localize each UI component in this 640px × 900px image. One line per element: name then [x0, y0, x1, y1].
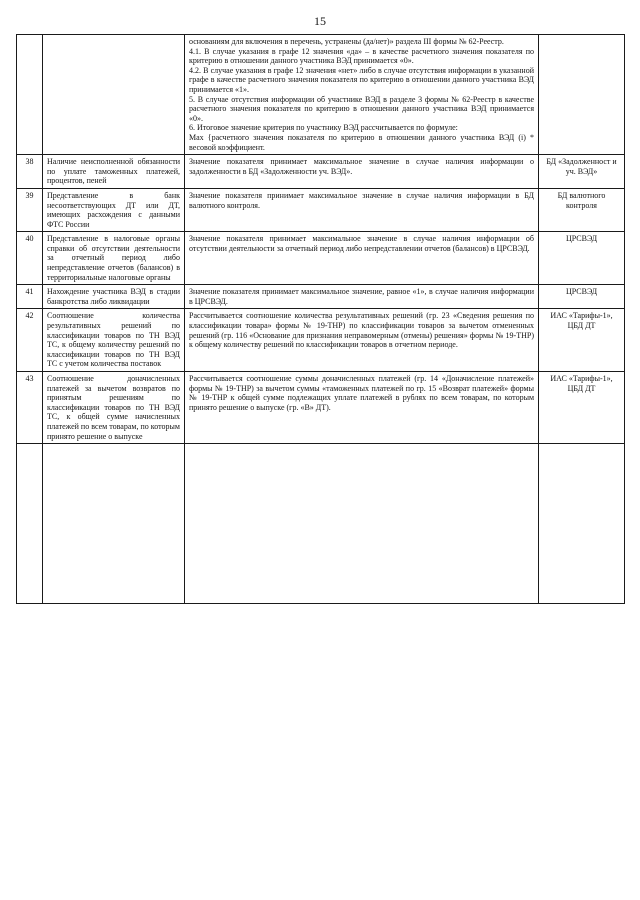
row-number: 43 — [17, 372, 43, 444]
row-number: 40 — [17, 232, 43, 285]
table-row — [17, 155, 625, 189]
table-row — [17, 35, 625, 155]
empty-cell — [43, 444, 185, 604]
indicator-cell — [43, 35, 185, 155]
table-row — [17, 309, 625, 372]
source-cell — [539, 35, 625, 155]
table-row — [17, 372, 625, 444]
criteria-table — [16, 34, 625, 604]
method-cell — [185, 188, 539, 231]
row-number — [17, 35, 43, 155]
source-cell: ЦРСВЭД — [539, 232, 625, 285]
source-cell: ИАС «Тарифы-1», ЦБД ДТ — [539, 309, 625, 372]
source-cell: БД «Задолженност и уч. ВЭД» — [539, 155, 625, 189]
method-cell — [185, 372, 539, 444]
method-cell — [185, 232, 539, 285]
row-number: 41 — [17, 285, 43, 309]
indicator-cell: Соотношение доначисленных платежей за вычетом возвратов по принятым решениям по классификации товаров по ТН ВЭД ТС, к общей сумме начисленных платежей по всем товарам, по которым принято решение о выпуске — [43, 372, 185, 444]
method-cell — [185, 285, 539, 309]
method-line: Значение показателя принимает максимальное значение в случае наличия информации о задолженности в БД «Задолженности уч. ВЭД». — [189, 157, 534, 176]
indicator-cell: Представление в налоговые органы справки об отсутствии деятельности за отчетный период либо непредставление отчетов (балансов) в территориальные налоговые органы — [43, 232, 185, 285]
source-cell: ИАС «Тарифы-1», ЦБД ДТ — [539, 372, 625, 444]
indicator-cell: Нахождение участника ВЭД в стадии банкротства либо ликвидации — [43, 285, 185, 309]
method-line: 4.1. В случае указания в графе 12 значения «да» – в качестве расчетного значения показателя по критерию в отношении данного участника ВЭД принимается «0». — [189, 46, 534, 66]
source-cell: БД валютного контроля — [539, 188, 625, 231]
table-row — [17, 188, 625, 231]
method-cell — [185, 309, 539, 372]
page-number: 15 — [314, 14, 326, 28]
method-line: 4.2. В случае указания в графе 12 значения «нет» либо в случае отсутствия информации в указанной графе в качестве расчетного значения показателя по критерию в отношении данного участника ВЭД принимается «1». — [189, 65, 534, 94]
empty-cell — [539, 444, 625, 604]
table-row — [17, 444, 625, 604]
method-cell — [185, 155, 539, 189]
method-line: Значение показателя принимает максимальное значение, равное «1», в случае наличия информации в ЦРСВЭД. — [189, 287, 534, 306]
method-line: Рассчитывается соотношение суммы доначисленных платежей (гр. 14 «Доначисление платежей» формы № 19-ТНР) за вычетом суммы «таможенных платежей по гр. 15 «Возврат платежей» формы № 19-ТНР к общей сумме подлежащих уплате платежей в рублях по всем товарам, по которым принято решение о выпуске (гр. «В» ДТ). — [189, 374, 534, 412]
table-row — [17, 232, 625, 285]
method-line: Значение показателя принимает максимальное значение в случае наличия информации в БД валютного контроля. — [189, 190, 534, 210]
method-line: Рассчитывается соотношение количества результативных решений (гр. 23 «Сведения решения по классификации товара» формы № 19-ТНР) по классификации товаров за вычетом отмененных решений (гр. 116 «Основание для признания неправомерным (отмены) решения» формы № 19-ТНР) к общему количеству решений по классификации товаров в отчетном периоде. — [189, 311, 534, 350]
method-line: основаниям для включения в перечень, устранены (да/нет)» раздела III формы № 62-Реестр. — [189, 37, 504, 46]
indicator-cell: Наличие неисполненной обязанности по уплате таможенных платежей, процентов, пеней — [43, 155, 185, 189]
method-line: Max {расчетного значения показателя по критерию в отношении данного участника ВЭД (i) * весовой коэффициент. — [189, 132, 534, 152]
empty-cell — [185, 444, 539, 604]
indicator-cell: Соотношение количества результативных решений по классификации товаров по ТН ВЭД ТС, к общему количеству решений по классификации товаров по ТН ВЭД ТС с учетом количества поставок — [43, 309, 185, 372]
indicator-cell: Представление в банк несоответствующих ДТ или ДТ, имеющих расхождения с данными ФТС России — [43, 188, 185, 231]
method-cell — [185, 35, 539, 155]
source-cell: ЦРСВЭД — [539, 285, 625, 309]
method-line: 5. В случае отсутствия информации об участнике ВЭД в разделе 3 формы № 62-Реестр в качестве расчетного значения показателя по критерию в отношении данного участника ВЭД принимается «0». — [189, 94, 534, 123]
empty-cell — [17, 444, 43, 604]
method-line: 6. Итоговое значение критерия по участнику ВЭД рассчитывается по формуле: — [189, 123, 458, 133]
table-row — [17, 285, 625, 309]
row-number: 39 — [17, 188, 43, 231]
method-line: Значение показателя принимает максимальное значение в случае наличия информации об отсутствии деятельности за отчетный период либо непредставлении отчетов (балансов) в ЦРСВЭД. — [189, 234, 534, 253]
row-number: 38 — [17, 155, 43, 189]
row-number: 42 — [17, 309, 43, 372]
